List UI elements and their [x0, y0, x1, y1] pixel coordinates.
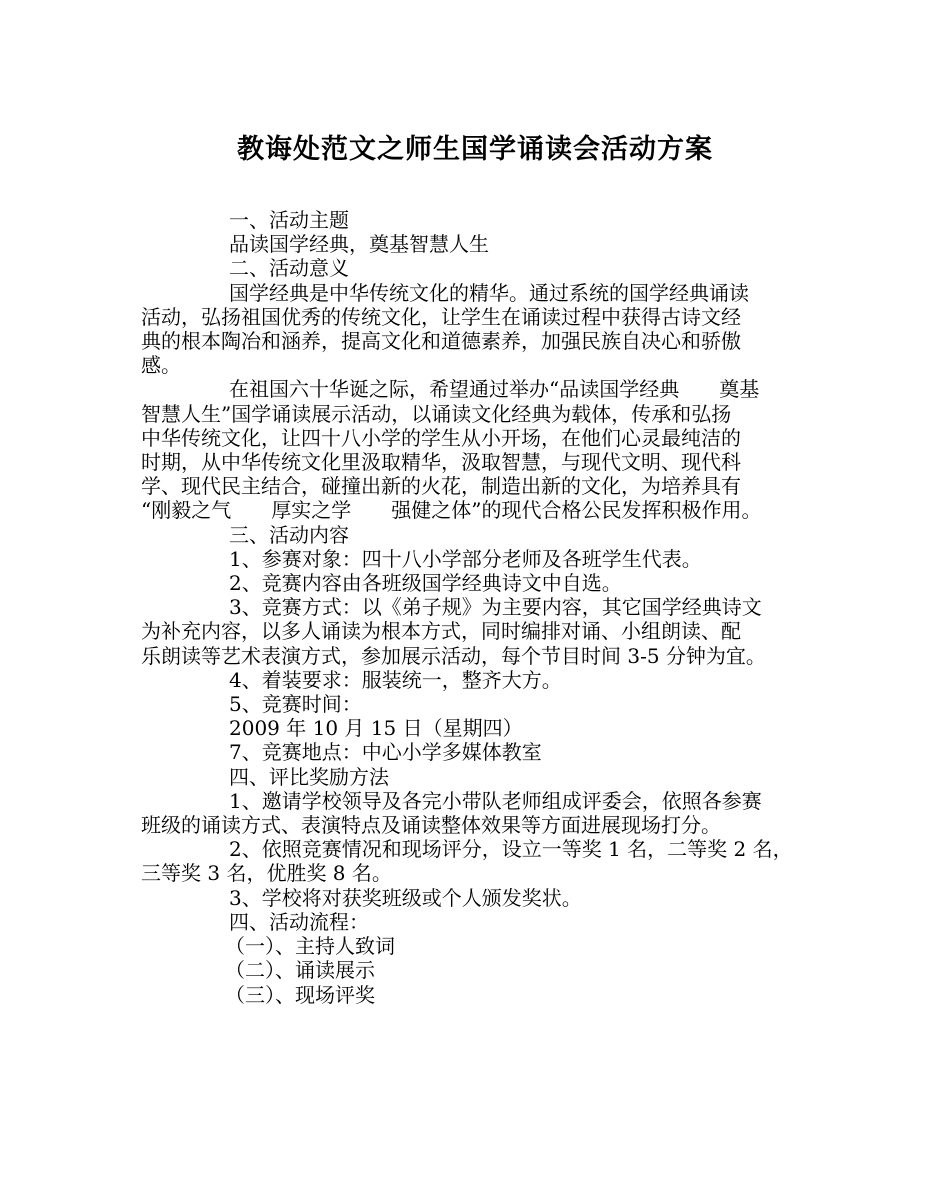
- paragraph-line: （一）、主持人致词: [225, 934, 395, 959]
- paragraph-line: 智慧人生”国学诵读展示活动，以诵读文化经典为载体，传承和弘扬: [141, 401, 732, 426]
- paragraph-line: 2、竞赛内容由各班级国学经典诗文中自选。: [229, 571, 622, 596]
- paragraph-line: （三）、现场评奖: [225, 982, 375, 1007]
- paragraph: [141, 547, 831, 571]
- paragraph-line: 5、竞赛时间：: [229, 692, 362, 717]
- paragraph-line: （二）、诵读展示: [225, 958, 375, 983]
- paragraph: [141, 523, 831, 547]
- paragraph: [141, 934, 831, 958]
- paragraph: [141, 740, 831, 764]
- paragraph-line: 1、参赛对象：四十八小学部分老师及各班学生代表。: [229, 546, 702, 571]
- paragraph: [141, 958, 831, 982]
- paragraph-line: 三、活动内容: [229, 522, 349, 547]
- paragraph-line: 3、竞赛方式：以《弟子规》为主要内容，其它国学经典诗文: [229, 595, 762, 620]
- paragraph-line: 在祖国六十华诞之际，希望通过举办“品读国学经典 奠基: [229, 377, 760, 402]
- paragraph-line: 感。: [141, 353, 181, 378]
- paragraph: [141, 910, 831, 934]
- paragraph-line: 为补充内容，以多人诵读为根本方式，同时编排对诵、小组朗读、配: [141, 619, 741, 644]
- paragraph: [141, 595, 831, 668]
- paragraph-line: 三等奖 3 名，优胜奖 8 名。: [141, 861, 392, 886]
- paragraph-line: 4、着装要求：服装统一，整齐大方。: [229, 667, 562, 692]
- paragraph: [141, 789, 831, 837]
- paragraph-line: 一、活动主题: [229, 208, 349, 232]
- paragraph-line: 7、竞赛地点：中心小学多媒体教室: [229, 740, 542, 765]
- document-body: [141, 208, 831, 1007]
- paragraph-line: 2009 年 10 月 15 日（星期四）: [229, 716, 523, 741]
- paragraph-line: 3、学校将对获奖班级或个人颁发奖状。: [229, 885, 582, 910]
- paragraph-line: 四、评比奖励方法: [229, 764, 389, 789]
- paragraph-line: 时期，从中华传统文化里汲取精华，汲取智慧，与现代文明、现代科: [141, 450, 741, 475]
- paragraph: [141, 281, 831, 378]
- paragraph-line: 活动，弘扬祖国优秀的传统文化，让学生在诵读过程中获得古诗文经: [141, 304, 741, 329]
- paragraph-line: 四、活动流程：: [229, 909, 369, 934]
- paragraph-line: “刚毅之气 厚实之学 强健之体”的现代合格公民发挥积极作用。: [141, 498, 762, 523]
- paragraph: [141, 886, 831, 910]
- paragraph: [141, 668, 831, 692]
- document-title: 教诲处范文之师生国学诵读会活动方案: [237, 134, 713, 165]
- paragraph: [141, 716, 831, 740]
- paragraph-line: 典的根本陶冶和涵养，提高文化和道德素养，加强民族自决心和骄傲: [141, 329, 741, 354]
- paragraph: [141, 232, 831, 256]
- paragraph: [141, 256, 831, 280]
- paragraph: [141, 692, 831, 716]
- paragraph: [141, 837, 831, 885]
- paragraph-line: 二、活动意义: [229, 256, 349, 281]
- paragraph-line: 2、依照竞赛情况和现场评分，设立一等奖 1 名，二等奖 2 名，: [229, 837, 793, 862]
- paragraph-line: 乐朗读等艺术表演方式，参加展示活动，每个节目时间 3-5 分钟为宜。: [141, 643, 766, 668]
- paragraph-line: 1、邀请学校领导及各完小带队老师组成评委会，依照各参赛: [229, 788, 762, 813]
- paragraph: [141, 377, 831, 522]
- paragraph: [141, 571, 831, 595]
- paragraph-line: 中华传统文化，让四十八小学的学生从小开场，在他们心灵最纯洁的: [141, 425, 741, 450]
- paragraph: [141, 983, 831, 1007]
- paragraph-line: 国学经典是中华传统文化的精华。通过系统的国学经典诵读: [229, 280, 749, 305]
- paragraph: [141, 208, 831, 232]
- paragraph-line: 品读国学经典，奠基智慧人生: [229, 232, 489, 257]
- paragraph: [141, 765, 831, 789]
- paragraph-line: 学、现代民主结合，碰撞出新的火花，制造出新的文化，为培养具有: [141, 474, 741, 499]
- paragraph-line: 班级的诵读方式、表演特点及诵读整体效果等方面进展现场打分。: [141, 813, 721, 838]
